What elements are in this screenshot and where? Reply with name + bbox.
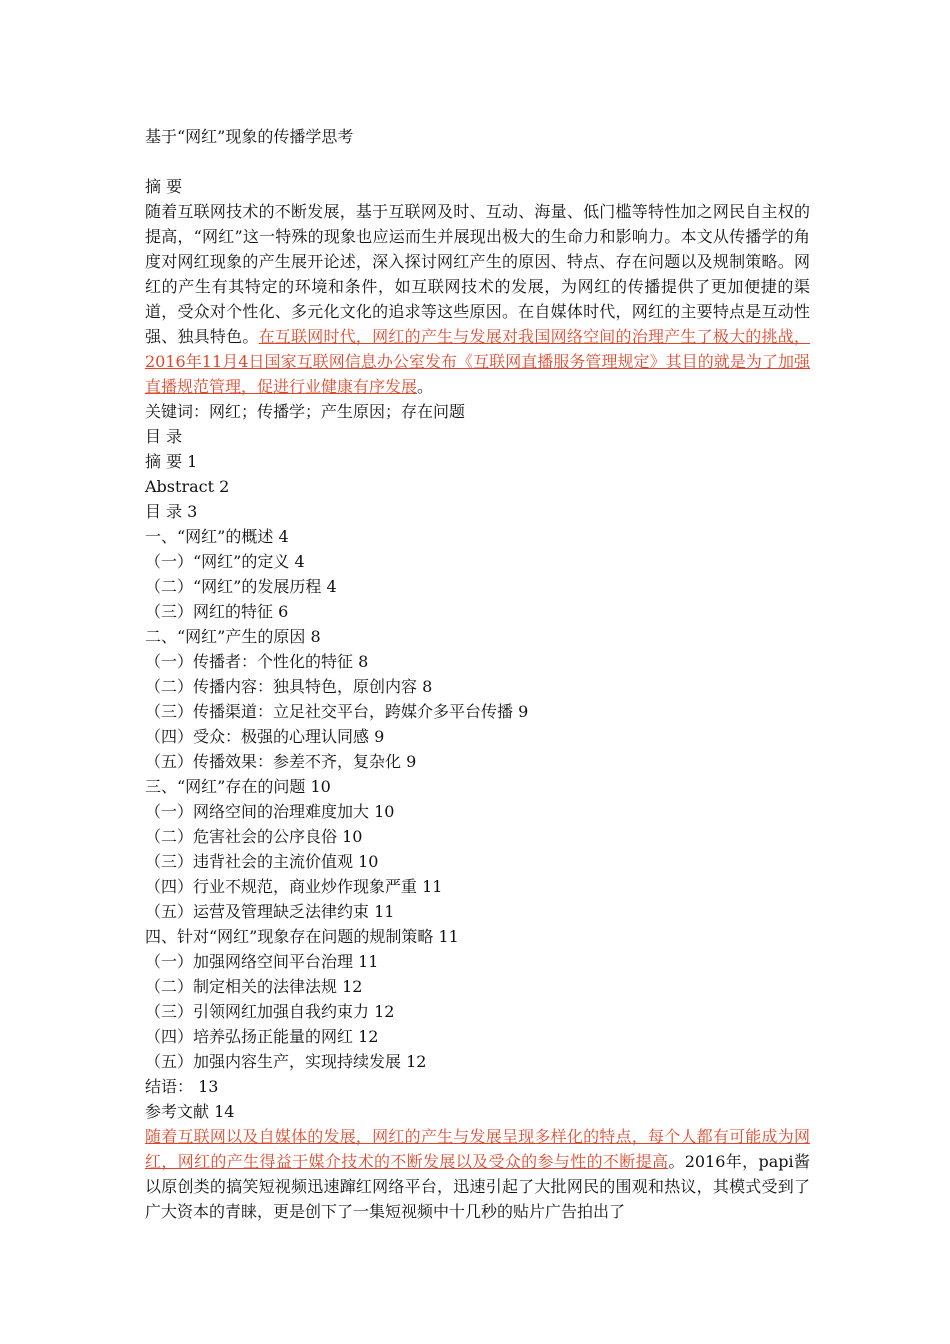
toc-item: （一）传播者：个性化的特征 8 [145,652,369,671]
toc-item: 摘 要 1 [145,452,198,471]
toc-item: （一）加强网络空间平台治理 11 [145,952,379,971]
toc-item: 二、“网红”产生的原因 8 [145,627,321,646]
toc-item: （三）违背社会的主流价值观 10 [145,852,379,871]
toc-item: （一）网络空间的治理难度加大 10 [145,802,395,821]
intro-highlight: 随着互联网以及自媒体的发展，网红的产生与发展呈现多样化的特点，每个人都有可能成为网红，网红的产生得益于媒介技术的不断发展以及受众的参与性的不断提高 [145,1127,810,1171]
abstract-heading: 摘 要 [145,177,183,196]
toc-item: （二）“网红”的发展历程 4 [145,577,337,596]
toc-item: 一、“网红”的概述 4 [145,527,289,546]
toc-item: 参考文献 14 [145,1102,235,1121]
keywords-line: 关键词：网红；传播学；产生原因；存在问题 [145,402,466,421]
intro-paragraph [145,1124,810,1224]
toc-item: 四、针对“网红”现象存在问题的规制策略 11 [145,927,459,946]
toc-item: （三）传播渠道：立足社交平台，跨媒介多平台传播 9 [145,702,529,721]
toc-item: （一）“网红”的定义 4 [145,552,305,571]
toc-item: （四）培养弘扬正能量的网红 12 [145,1027,379,1046]
toc-item: （五）加强内容生产，实现持续发展 12 [145,1052,427,1071]
toc-item: 目 录 3 [145,502,198,521]
abstract-text: 随着互联网技术的不断发展，基于互联网及时、互动、海量、低门槛等特性加之网民自主权的提高，“网红”这一特殊的现象也应运而生并展现出极大的生命力和影响力。本文从传播学的角度对网红现象的产生展开论述，深入探讨网红产生的原因、特点、存在问题以及规制策略。网红的产生有其特定的环境和条件，如互联网技术的发展，为网红的传播提供了更加便捷的渠道，受众对个性化、多元化文化的追求等这些原因。在自媒体时代，网红的主要特点是互动性强、独具特色。 [145,202,810,346]
document-title: 基于“网红”现象的传播学思考 [145,127,354,146]
toc-item: Abstract 2 [145,477,230,496]
toc-item: （四）受众：极强的心理认同感 9 [145,727,385,746]
toc-item: 结语： 13 [145,1077,219,1096]
toc-item: （四）行业不规范，商业炒作现象严重 11 [145,877,443,896]
toc-item: （五）传播效果：参差不齐，复杂化 9 [145,752,417,771]
toc-item: （二）传播内容：独具特色，原创内容 8 [145,677,433,696]
toc-item: （三）网红的特征 6 [145,602,289,621]
toc-item: （五）运营及管理缺乏法律约束 11 [145,902,395,921]
table-of-contents [145,449,810,1124]
toc-item: （二）制定相关的法律法规 12 [145,977,363,996]
intro-text: 。2016年，papi酱以原创类的搞笑短视频迅速蹿红网络平台，迅速引起了大批网民的围观和热议，其模式受到了广大资本的青睐，更是创下了一集短视频中十几秒的贴片广告拍出了 [145,1152,810,1221]
abstract-paragraph [145,199,810,399]
abstract-end: 。 [417,377,434,396]
toc-heading: 目 录 [145,427,183,446]
toc-item: （二）危害社会的公序良俗 10 [145,827,363,846]
toc-item: （三）引领网红加强自我约束力 12 [145,1002,395,1021]
abstract-highlight: 在互联网时代，网红的产生与发展对我国网络空间的治理产生了极大的挑战，2016年11月4日国家互联网信息办公室发布《互联网直播服务管理规定》其目的就是为了加强直播规范管理，促进行业健康有序发展 [145,327,810,396]
toc-item: 三、“网红”存在的问题 10 [145,777,331,796]
document-body [145,174,810,1224]
